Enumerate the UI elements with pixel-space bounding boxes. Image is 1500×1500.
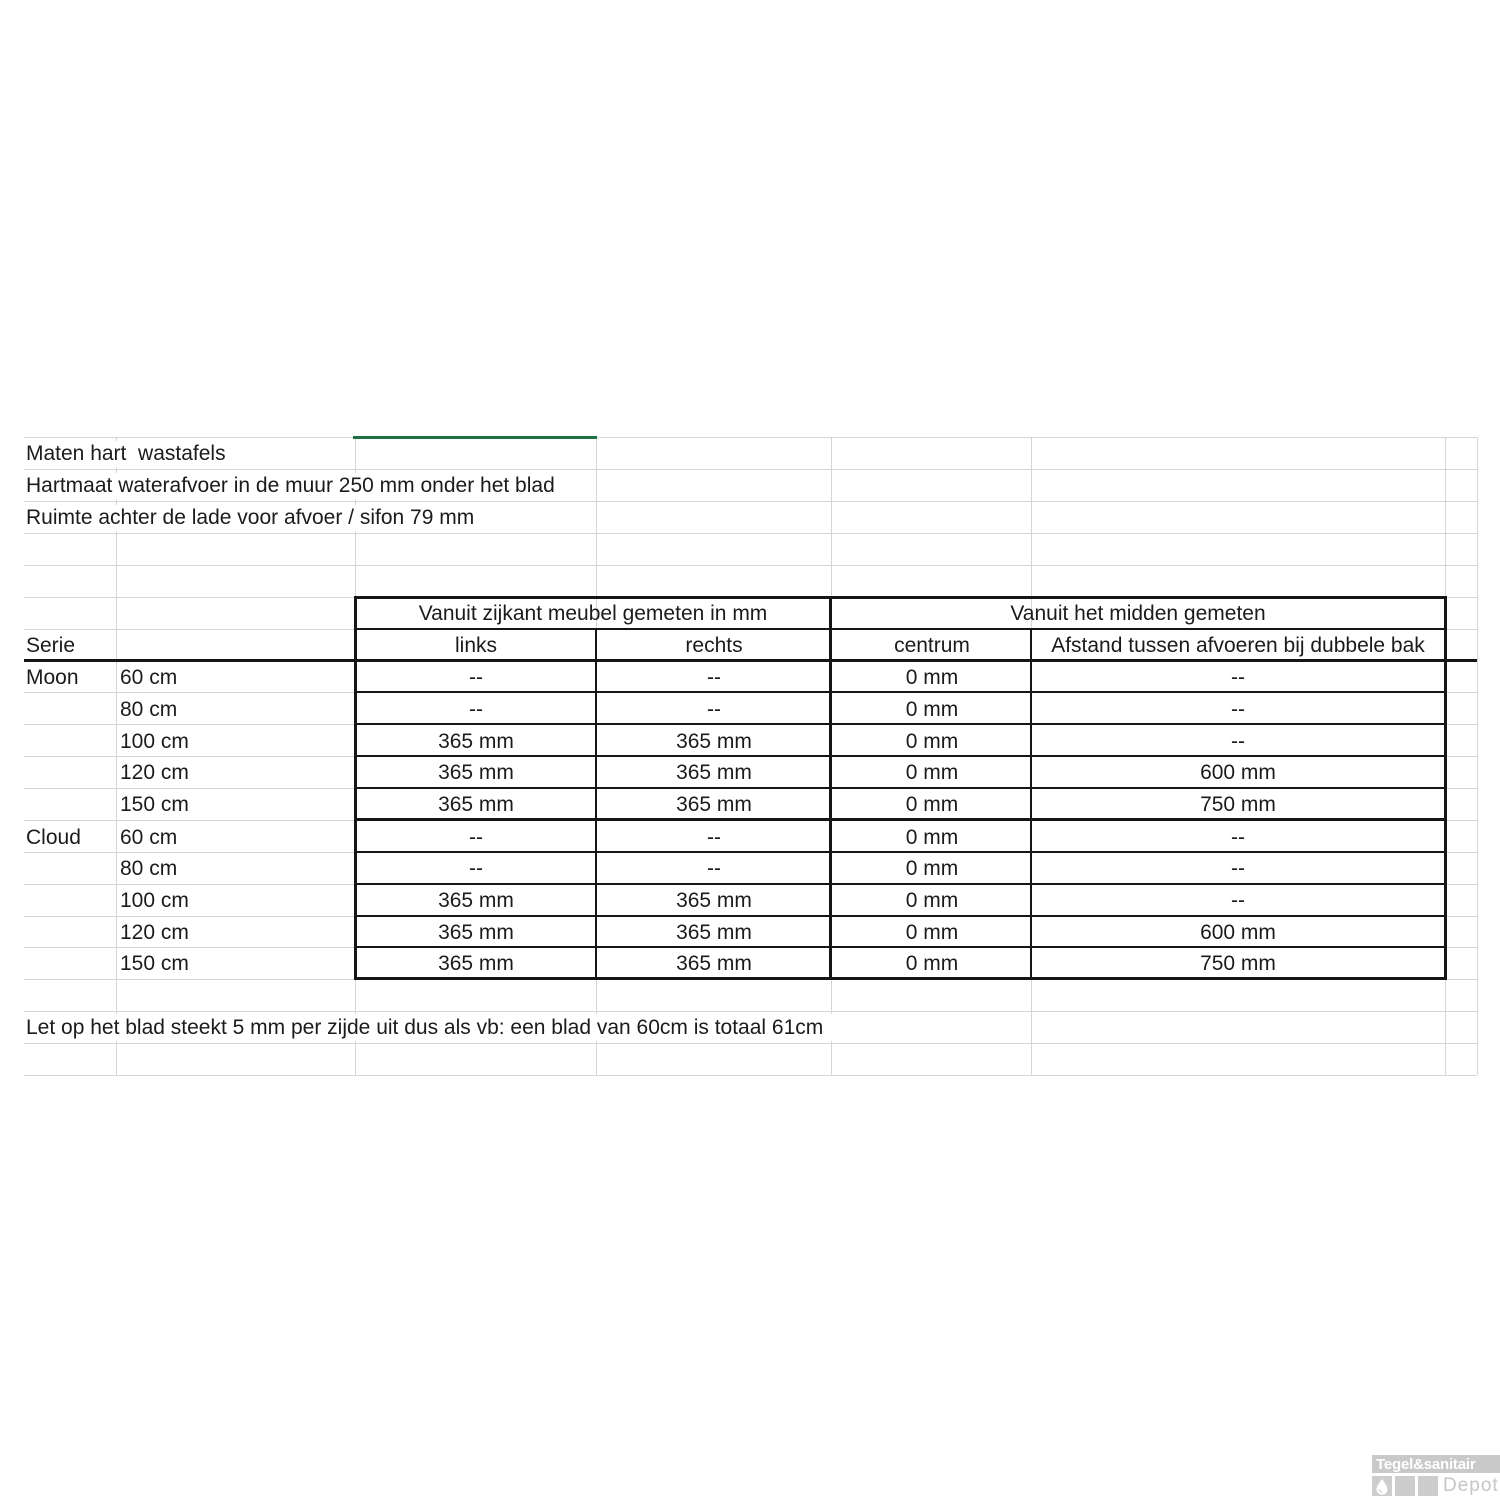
cell-rechts: -- <box>707 697 721 721</box>
logo-depot-text: Depot <box>1443 1475 1499 1496</box>
cell-afstand: -- <box>1231 729 1245 753</box>
cell-rechts: 365 mm <box>676 792 752 816</box>
cell-size: 60 cm <box>120 665 178 689</box>
water-drop-icon <box>1372 1476 1392 1496</box>
cell-afstand: -- <box>1231 697 1245 721</box>
cell-size: 80 cm <box>120 697 178 721</box>
cell-size: 100 cm <box>120 729 189 753</box>
column-header-rechts: rechts <box>685 633 743 657</box>
row-label-header: Serie <box>26 633 76 657</box>
cell-rechts: 365 mm <box>676 729 752 753</box>
gridline <box>24 437 1477 438</box>
gridline <box>1477 437 1478 1075</box>
cell-centrum: 0 mm <box>905 920 959 944</box>
cell-rechts: -- <box>707 665 721 689</box>
cell-centrum: 0 mm <box>905 697 959 721</box>
cell-centrum: 0 mm <box>905 825 959 849</box>
logo-square-drop <box>1372 1476 1392 1496</box>
cell-size: 150 cm <box>120 951 189 975</box>
table-border <box>595 628 597 980</box>
cell-afstand: -- <box>1231 825 1245 849</box>
logo-square <box>1395 1476 1415 1496</box>
cell-afstand: -- <box>1231 856 1245 880</box>
cell-size: 100 cm <box>120 888 189 912</box>
cell-size: 120 cm <box>120 760 189 784</box>
gridline <box>24 565 1477 566</box>
cell-centrum: 0 mm <box>905 856 959 880</box>
cell-size: 60 cm <box>120 825 178 849</box>
green-cell-border <box>353 436 597 439</box>
cell-size: 120 cm <box>120 920 189 944</box>
cell-links: 365 mm <box>438 951 514 975</box>
column-header-centrum: centrum <box>894 633 970 657</box>
cell-afstand: 600 mm <box>1200 920 1276 944</box>
cell-centrum: 0 mm <box>905 760 959 784</box>
cell-size: 150 cm <box>120 792 189 816</box>
cell-links: 365 mm <box>438 760 514 784</box>
cell-links: 365 mm <box>438 729 514 753</box>
table-border <box>1444 596 1447 980</box>
cell-links: -- <box>469 856 483 880</box>
info-line-3: Ruimte achter de lade voor afvoer / sifon 79 mm <box>26 506 475 529</box>
logo-brand-band <box>1372 1455 1500 1473</box>
cell-centrum: 0 mm <box>905 665 959 689</box>
cell-links: 365 mm <box>438 888 514 912</box>
cell-centrum: 0 mm <box>905 951 959 975</box>
cell-links: -- <box>469 697 483 721</box>
cell-rechts: 365 mm <box>676 760 752 784</box>
logo-brand-text: Tegel&sanitair <box>1376 1455 1476 1473</box>
gridline <box>24 1075 1477 1076</box>
cell-afstand: 750 mm <box>1200 951 1276 975</box>
column-header-links: links <box>454 633 497 657</box>
logo-square <box>1418 1476 1438 1496</box>
cell-links: -- <box>469 825 483 849</box>
cell-links: 365 mm <box>438 920 514 944</box>
cell-centrum: 0 mm <box>905 792 959 816</box>
cell-centrum: 0 mm <box>905 729 959 753</box>
cell-centrum: 0 mm <box>905 888 959 912</box>
cell-rechts: -- <box>707 856 721 880</box>
cell-rechts: 365 mm <box>676 888 752 912</box>
cell-links: -- <box>469 665 483 689</box>
cell-size: 80 cm <box>120 856 178 880</box>
footer-note: Let op het blad steekt 5 mm per zijde uit dus als vb: een blad van 60cm is totaal 61cm <box>26 1015 824 1039</box>
cell-rechts: 365 mm <box>676 920 752 944</box>
cell-links: 365 mm <box>438 792 514 816</box>
cell-rechts: -- <box>707 825 721 849</box>
cell-serie: Cloud <box>26 825 81 849</box>
gridline <box>24 1043 1477 1044</box>
cell-afstand: -- <box>1231 665 1245 689</box>
cell-afstand: 600 mm <box>1200 760 1276 784</box>
info-line-2: Hartmaat waterafvoer in de muur 250 mm onder het blad <box>26 474 555 497</box>
info-line-1: Maten hart wastafels <box>26 442 226 465</box>
cell-serie: Moon <box>26 665 79 689</box>
cell-rechts: 365 mm <box>676 951 752 975</box>
cell-afstand: 750 mm <box>1200 792 1276 816</box>
column-header-afstand: Afstand tussen afvoeren bij dubbele bak <box>1051 633 1425 657</box>
gridline <box>24 533 1477 534</box>
group-header-left: Vanuit zijkant meubel gemeten in mm <box>418 601 768 625</box>
group-header-right: Vanuit het midden gemeten <box>1010 601 1266 625</box>
cell-afstand: -- <box>1231 888 1245 912</box>
